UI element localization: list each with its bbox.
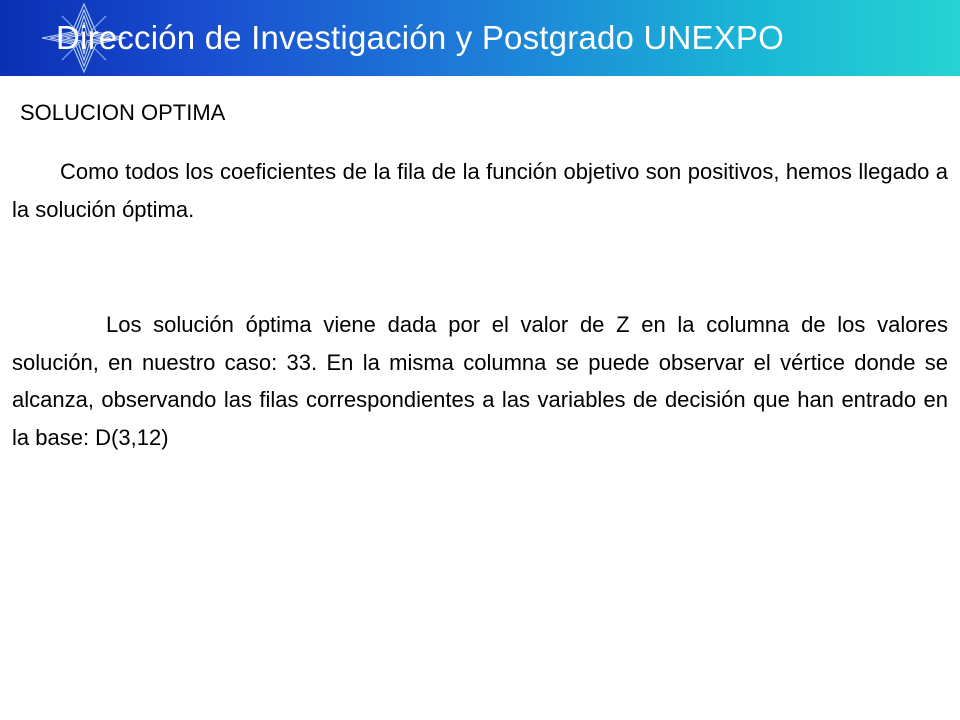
header-banner: [0, 0, 960, 76]
paragraph-optimal-solution: Los solución óptima viene dada por el valor de Z en la columna de los valores solución, en nuestro caso: 33. En la misma columna se puede observar el vértice donde se alcanza, observando las filas correspondientes a las variables de decisión que han entrado en la base: D(3,12): [12, 312, 948, 450]
section-title: SOLUCION OPTIMA: [20, 100, 226, 125]
paragraph-optimality-condition: Como todos los coeficientes de la fila de la función objetivo son positivos, hemos llegado a la solución óptima.: [12, 159, 948, 222]
header-title: Dirección de Investigación y Postgrado UNEXPO: [56, 19, 785, 56]
